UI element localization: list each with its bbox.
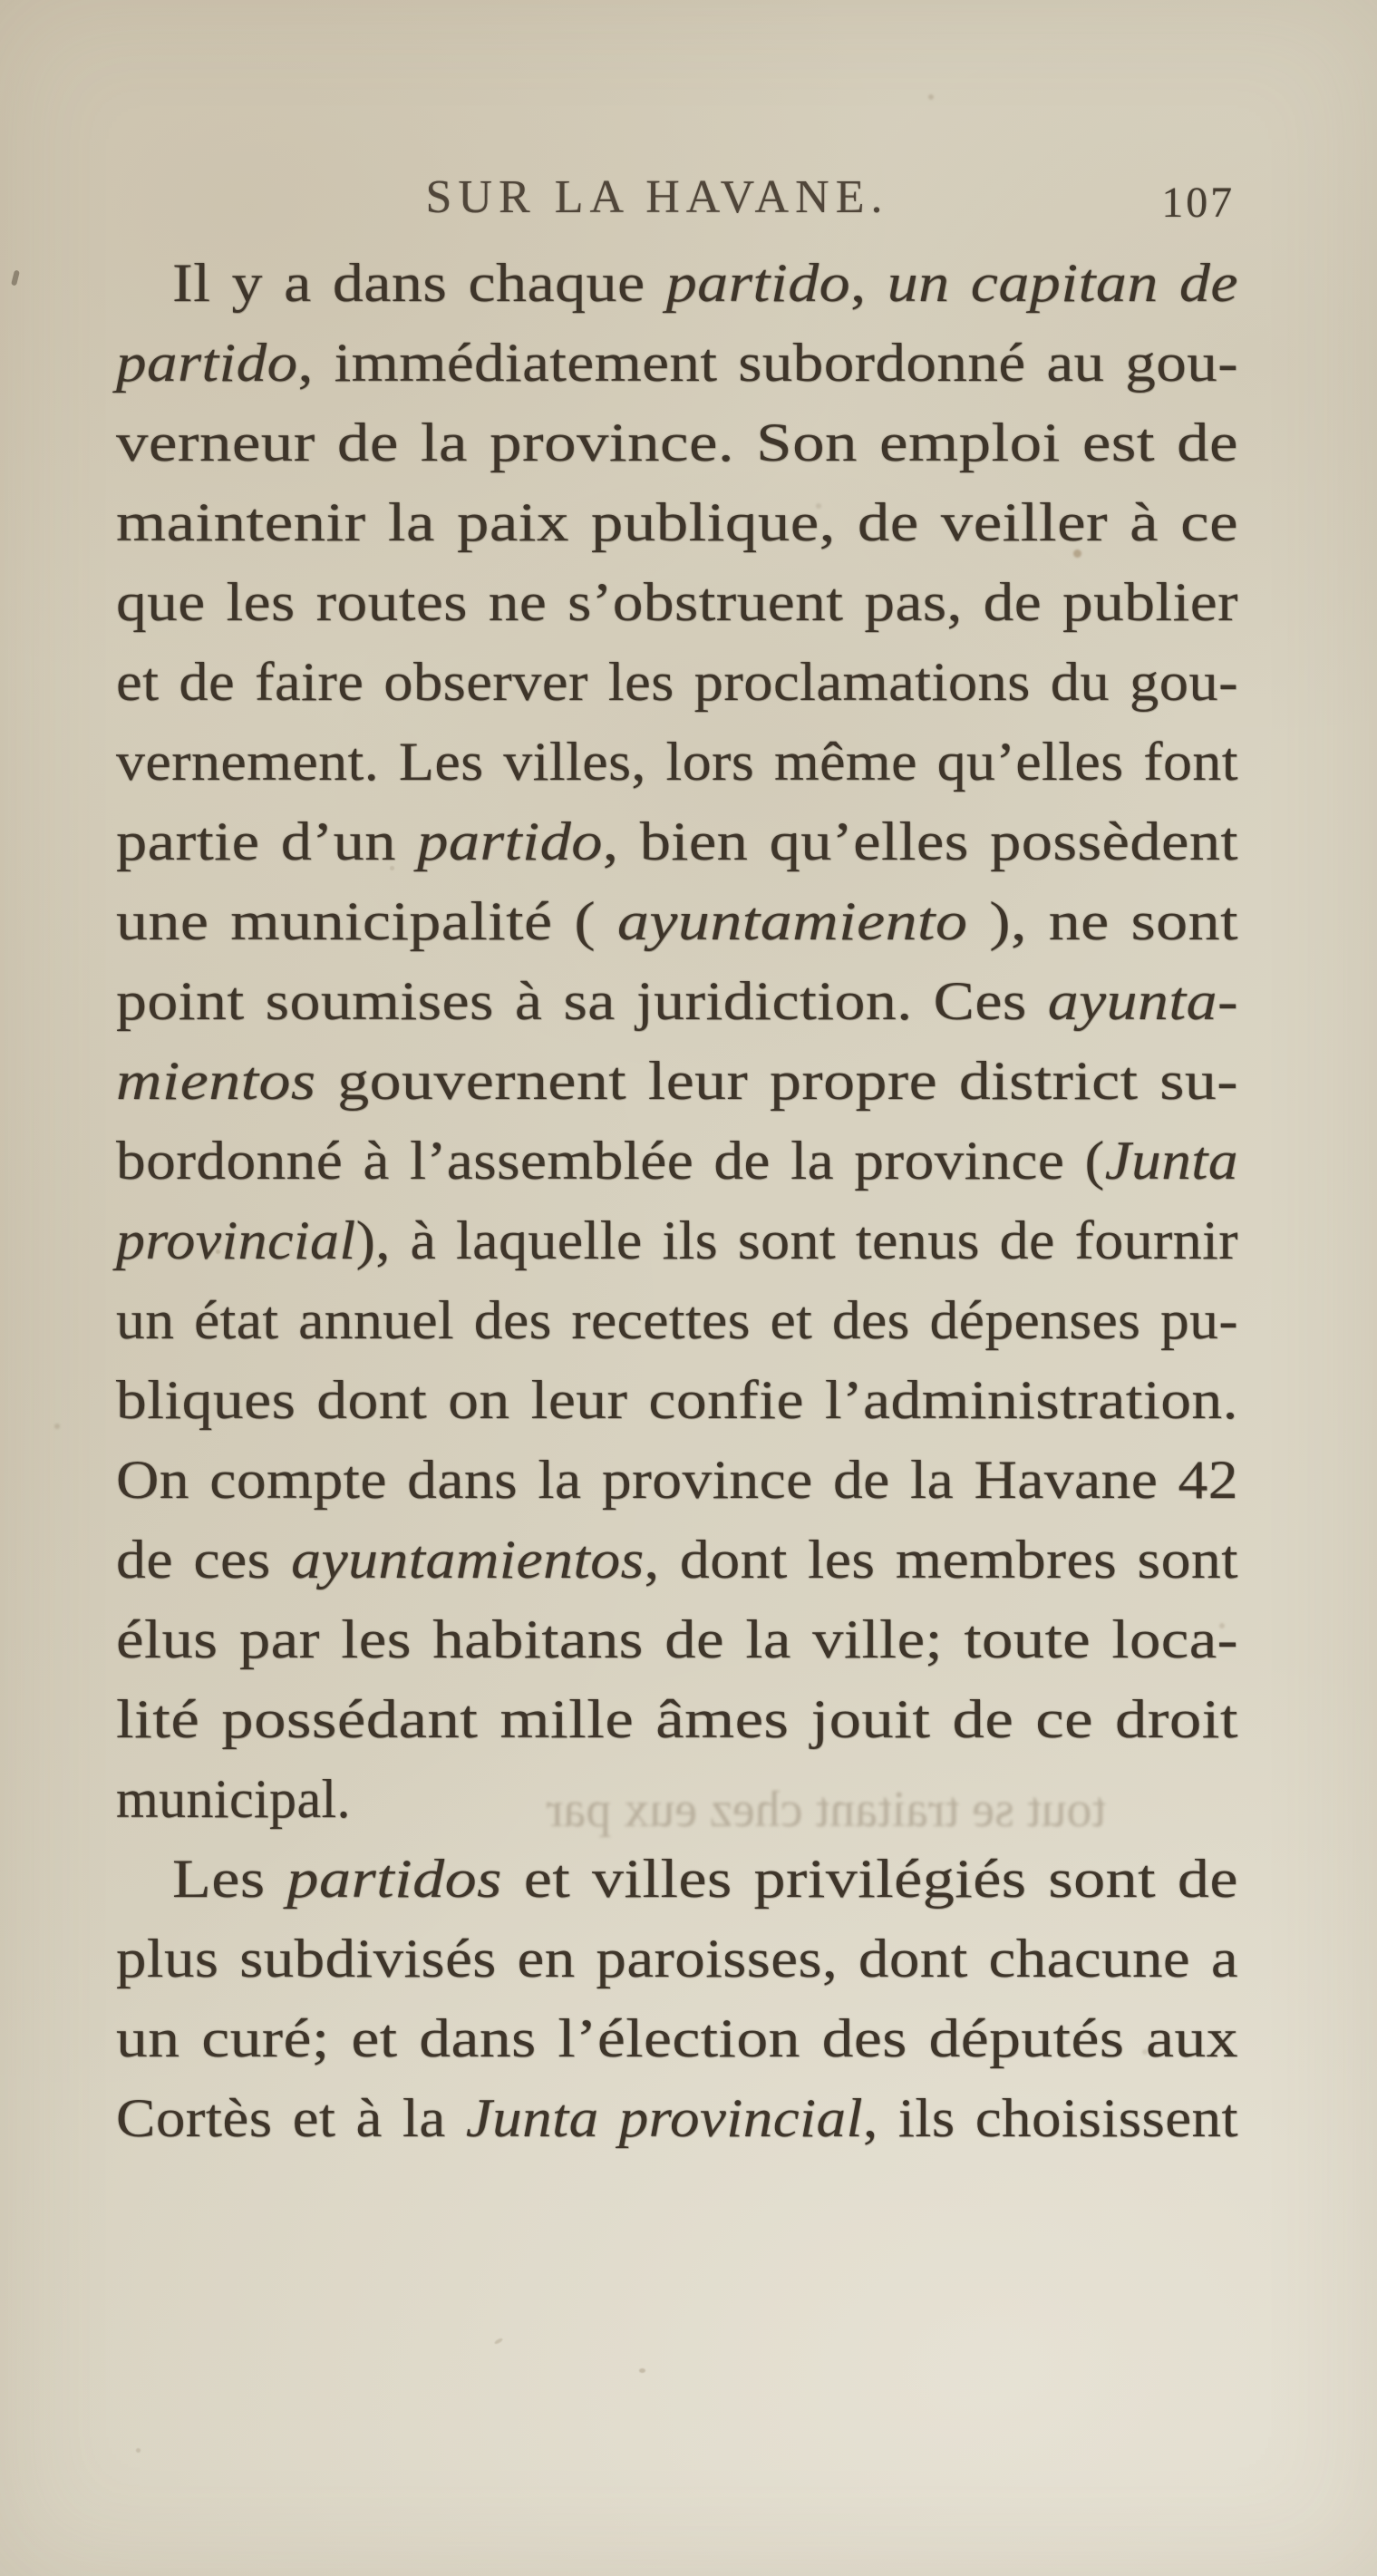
text-line-content bbox=[116, 961, 1238, 1041]
text-line-content bbox=[116, 881, 1238, 961]
text-segment: , ils choisissent bbox=[863, 2088, 1238, 2148]
text-line bbox=[116, 1121, 1238, 1201]
text-line bbox=[116, 403, 1238, 482]
text-line-content bbox=[116, 1440, 1238, 1520]
text-line bbox=[116, 1919, 1238, 1998]
text-segment: verneur de la province. Son emploi est de bbox=[116, 413, 1238, 472]
paper-speck bbox=[216, 1249, 220, 1254]
page-number: 107 bbox=[1161, 179, 1235, 227]
running-header-title: SUR LA HAVANE. bbox=[425, 171, 889, 223]
text-line bbox=[116, 2078, 1238, 2158]
text-segment: un état annuel des recettes et des dépenses pu- bbox=[116, 1290, 1238, 1350]
paper-speck bbox=[639, 2368, 645, 2373]
text-segment: Il y a dans chaque bbox=[172, 253, 666, 313]
text-line bbox=[116, 243, 1238, 323]
text-segment: municipal. bbox=[116, 1769, 351, 1829]
show-through-text: tout se traitant chez eux par bbox=[546, 1782, 1106, 1838]
text-segment: , dont les membres sont bbox=[644, 1530, 1238, 1589]
text-segment: élus par les habitans de la ville; toute loca- bbox=[116, 1609, 1238, 1669]
text-line bbox=[116, 1041, 1238, 1121]
text-line bbox=[116, 323, 1238, 403]
text-line-content bbox=[116, 722, 1238, 802]
italic-text: un capitan de bbox=[887, 253, 1238, 313]
text-segment: lité possédant mille âmes jouit de ce droit bbox=[116, 1689, 1238, 1749]
text-line-content bbox=[116, 1759, 351, 1839]
paper-speck bbox=[1142, 2049, 1148, 2055]
text-line bbox=[116, 1440, 1238, 1520]
paper-speck bbox=[1073, 549, 1081, 558]
italic-text: ayunta- bbox=[1047, 971, 1238, 1031]
text-segment: et de faire observer les proclamations du gou- bbox=[116, 652, 1238, 712]
text-segment: une municipalité ( bbox=[116, 891, 617, 951]
text-segment: bordonné à l’assemblée de la province ( bbox=[116, 1131, 1105, 1191]
text-segment: bliques dont on leur confie l’administration. bbox=[116, 1370, 1238, 1430]
text-segment: , bien qu’elles possèdent bbox=[602, 812, 1238, 871]
text-segment: que les routes ne s’obstruent pas, de publier bbox=[116, 572, 1238, 632]
text-line bbox=[116, 802, 1238, 881]
text-line bbox=[116, 722, 1238, 802]
text-line-content bbox=[116, 642, 1238, 722]
italic-text: mientos bbox=[116, 1051, 316, 1111]
text-line bbox=[116, 1201, 1238, 1280]
text-line-content bbox=[116, 323, 1238, 403]
paper-speck bbox=[1219, 1623, 1225, 1628]
text-line-content bbox=[116, 482, 1238, 562]
text-line-content bbox=[116, 1520, 1238, 1599]
italic-text: Junta provincial bbox=[465, 2088, 864, 2148]
text-segment: ), à laquelle ils sont tenus de fournir bbox=[355, 1210, 1239, 1270]
text-segment: ), ne sont bbox=[967, 891, 1238, 951]
text-segment: vernement. Les villes, lors même qu’elles font bbox=[116, 732, 1238, 792]
text-segment: partie d’un bbox=[116, 812, 418, 871]
text-segment: un curé; et dans l’élection des députés aux bbox=[116, 2008, 1238, 2068]
italic-text: partido bbox=[116, 333, 298, 393]
paper-speck bbox=[816, 503, 821, 509]
text-line bbox=[116, 1759, 1238, 1839]
italic-text: provincial bbox=[116, 1210, 356, 1270]
text-line-content bbox=[116, 1201, 1238, 1280]
text-line bbox=[116, 1998, 1238, 2078]
text-segment: point soumises à sa juridiction. Ces bbox=[116, 971, 1048, 1031]
text-segment: Cortès et à la bbox=[116, 2088, 466, 2148]
text-line-content bbox=[116, 802, 1238, 881]
text-line bbox=[116, 1839, 1238, 1919]
text-line bbox=[116, 1520, 1238, 1599]
text-segment: maintenir la paix publique, de veiller à ce bbox=[116, 492, 1238, 552]
text-line-content bbox=[172, 1839, 1238, 1919]
text-segment: et villes privilégiés sont de bbox=[501, 1849, 1238, 1909]
italic-text: partido bbox=[665, 253, 851, 313]
text-line-content bbox=[116, 1121, 1238, 1201]
text-segment: Les bbox=[172, 1849, 287, 1909]
text-segment: , bbox=[850, 253, 887, 313]
paper-speck bbox=[928, 94, 934, 100]
text-line bbox=[116, 1280, 1238, 1360]
text-segment: plus subdivisés en paroisses, dont chacune a bbox=[116, 1929, 1238, 1988]
text-line bbox=[116, 562, 1238, 642]
text-segment: On compte dans la province de la Havane 42 bbox=[116, 1450, 1238, 1510]
paper-speck bbox=[11, 270, 20, 287]
text-line-content bbox=[116, 562, 1238, 642]
text-line-content bbox=[116, 1280, 1238, 1360]
paper-speck bbox=[390, 866, 394, 870]
italic-text: Junta bbox=[1104, 1131, 1238, 1191]
page-header bbox=[116, 169, 1238, 232]
italic-text: ayuntamiento bbox=[616, 891, 968, 951]
italic-text: partido bbox=[417, 812, 603, 871]
text-line-content bbox=[116, 1998, 1238, 2078]
text-line bbox=[116, 1360, 1238, 1440]
text-line bbox=[116, 1599, 1238, 1679]
text-line bbox=[116, 881, 1238, 961]
text-line bbox=[116, 961, 1238, 1041]
paper-speck bbox=[494, 2338, 504, 2345]
italic-text: ayuntamientos bbox=[291, 1530, 645, 1589]
text-line-content bbox=[172, 243, 1238, 323]
text-line-content bbox=[116, 1041, 1238, 1121]
text-line-content bbox=[116, 403, 1238, 482]
text-line-content bbox=[116, 1599, 1238, 1679]
text-block bbox=[116, 243, 1238, 2158]
text-segment: de ces bbox=[116, 1530, 292, 1589]
text-line-content bbox=[116, 1919, 1238, 1998]
paper-speck bbox=[54, 1424, 60, 1429]
text-line bbox=[116, 482, 1238, 562]
italic-text: partidos bbox=[286, 1849, 502, 1909]
text-line-content bbox=[116, 2078, 1238, 2158]
text-segment: gouvernent leur propre district su- bbox=[315, 1051, 1238, 1111]
text-line-content bbox=[116, 1679, 1238, 1759]
text-line-content bbox=[116, 1360, 1238, 1440]
text-line bbox=[116, 1679, 1238, 1759]
paper-speck bbox=[136, 2448, 141, 2453]
text-line bbox=[116, 642, 1238, 722]
text-segment: , immédiatement subordonné au gou- bbox=[297, 333, 1238, 393]
